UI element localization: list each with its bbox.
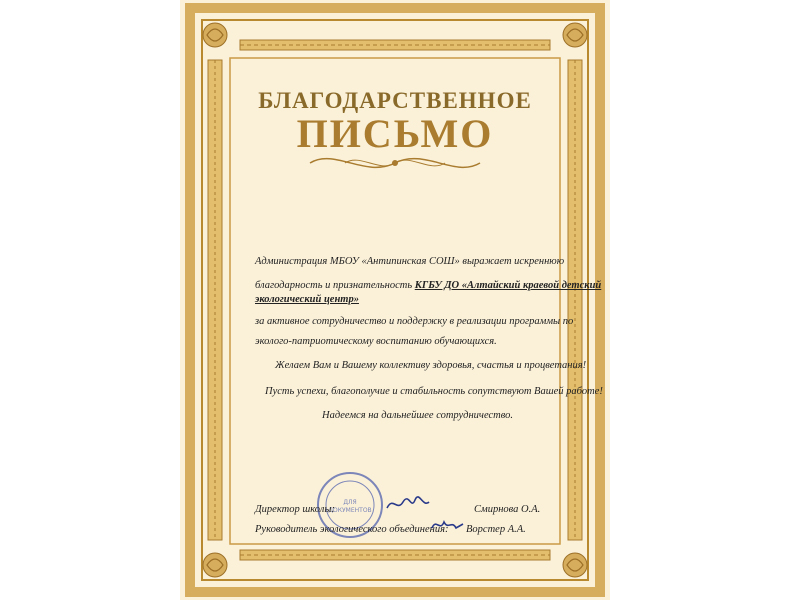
wish-line-1: Желаем Вам и Вашему коллективу здоровья, счастья и процветания! <box>275 360 587 371</box>
title-flourish <box>305 148 485 178</box>
director-label: Директор школы: <box>255 504 335 515</box>
para1-line2-prefix: благодарность и признательность <box>255 280 415 291</box>
leader-label: Руководитель экологического объединения: <box>255 524 449 535</box>
para2-line1: за активное сотрудничество и поддержку в реализации программы по <box>255 316 574 327</box>
para1-line1: Администрация МБОУ «Антипинская СОШ» выражает искреннюю <box>255 256 565 267</box>
organization-name-line2: экологический центр» <box>255 294 359 305</box>
para1-line2 <box>255 280 601 291</box>
director-name: Смирнова О.А. <box>474 504 541 515</box>
wish-line-2: Пусть успехи, благополучие и стабильность сопутствуют Вашей работе! <box>265 386 603 397</box>
para2-line2: эколого-патриотическому воспитанию обучающихся. <box>255 336 497 347</box>
wish-line-3: Надеемся на дальнейшее сотрудничество. <box>322 410 514 421</box>
organization-name-line1: КГБУ ДО «Алтайский краевой детский <box>414 280 602 291</box>
svg-text:ДОКУМЕНТОВ: ДОКУМЕНТОВ <box>328 507 372 514</box>
director-signature <box>385 494 430 514</box>
title-line-2: ПИСЬМО <box>296 111 494 156</box>
svg-text:ДЛЯ: ДЛЯ <box>343 499 357 506</box>
leader-signature <box>430 516 465 534</box>
title-line-1: БЛАГОДАРСТВЕННОЕ <box>258 88 532 113</box>
leader-name: Ворстер А.А. <box>466 524 526 535</box>
certificate-paper <box>180 0 610 600</box>
